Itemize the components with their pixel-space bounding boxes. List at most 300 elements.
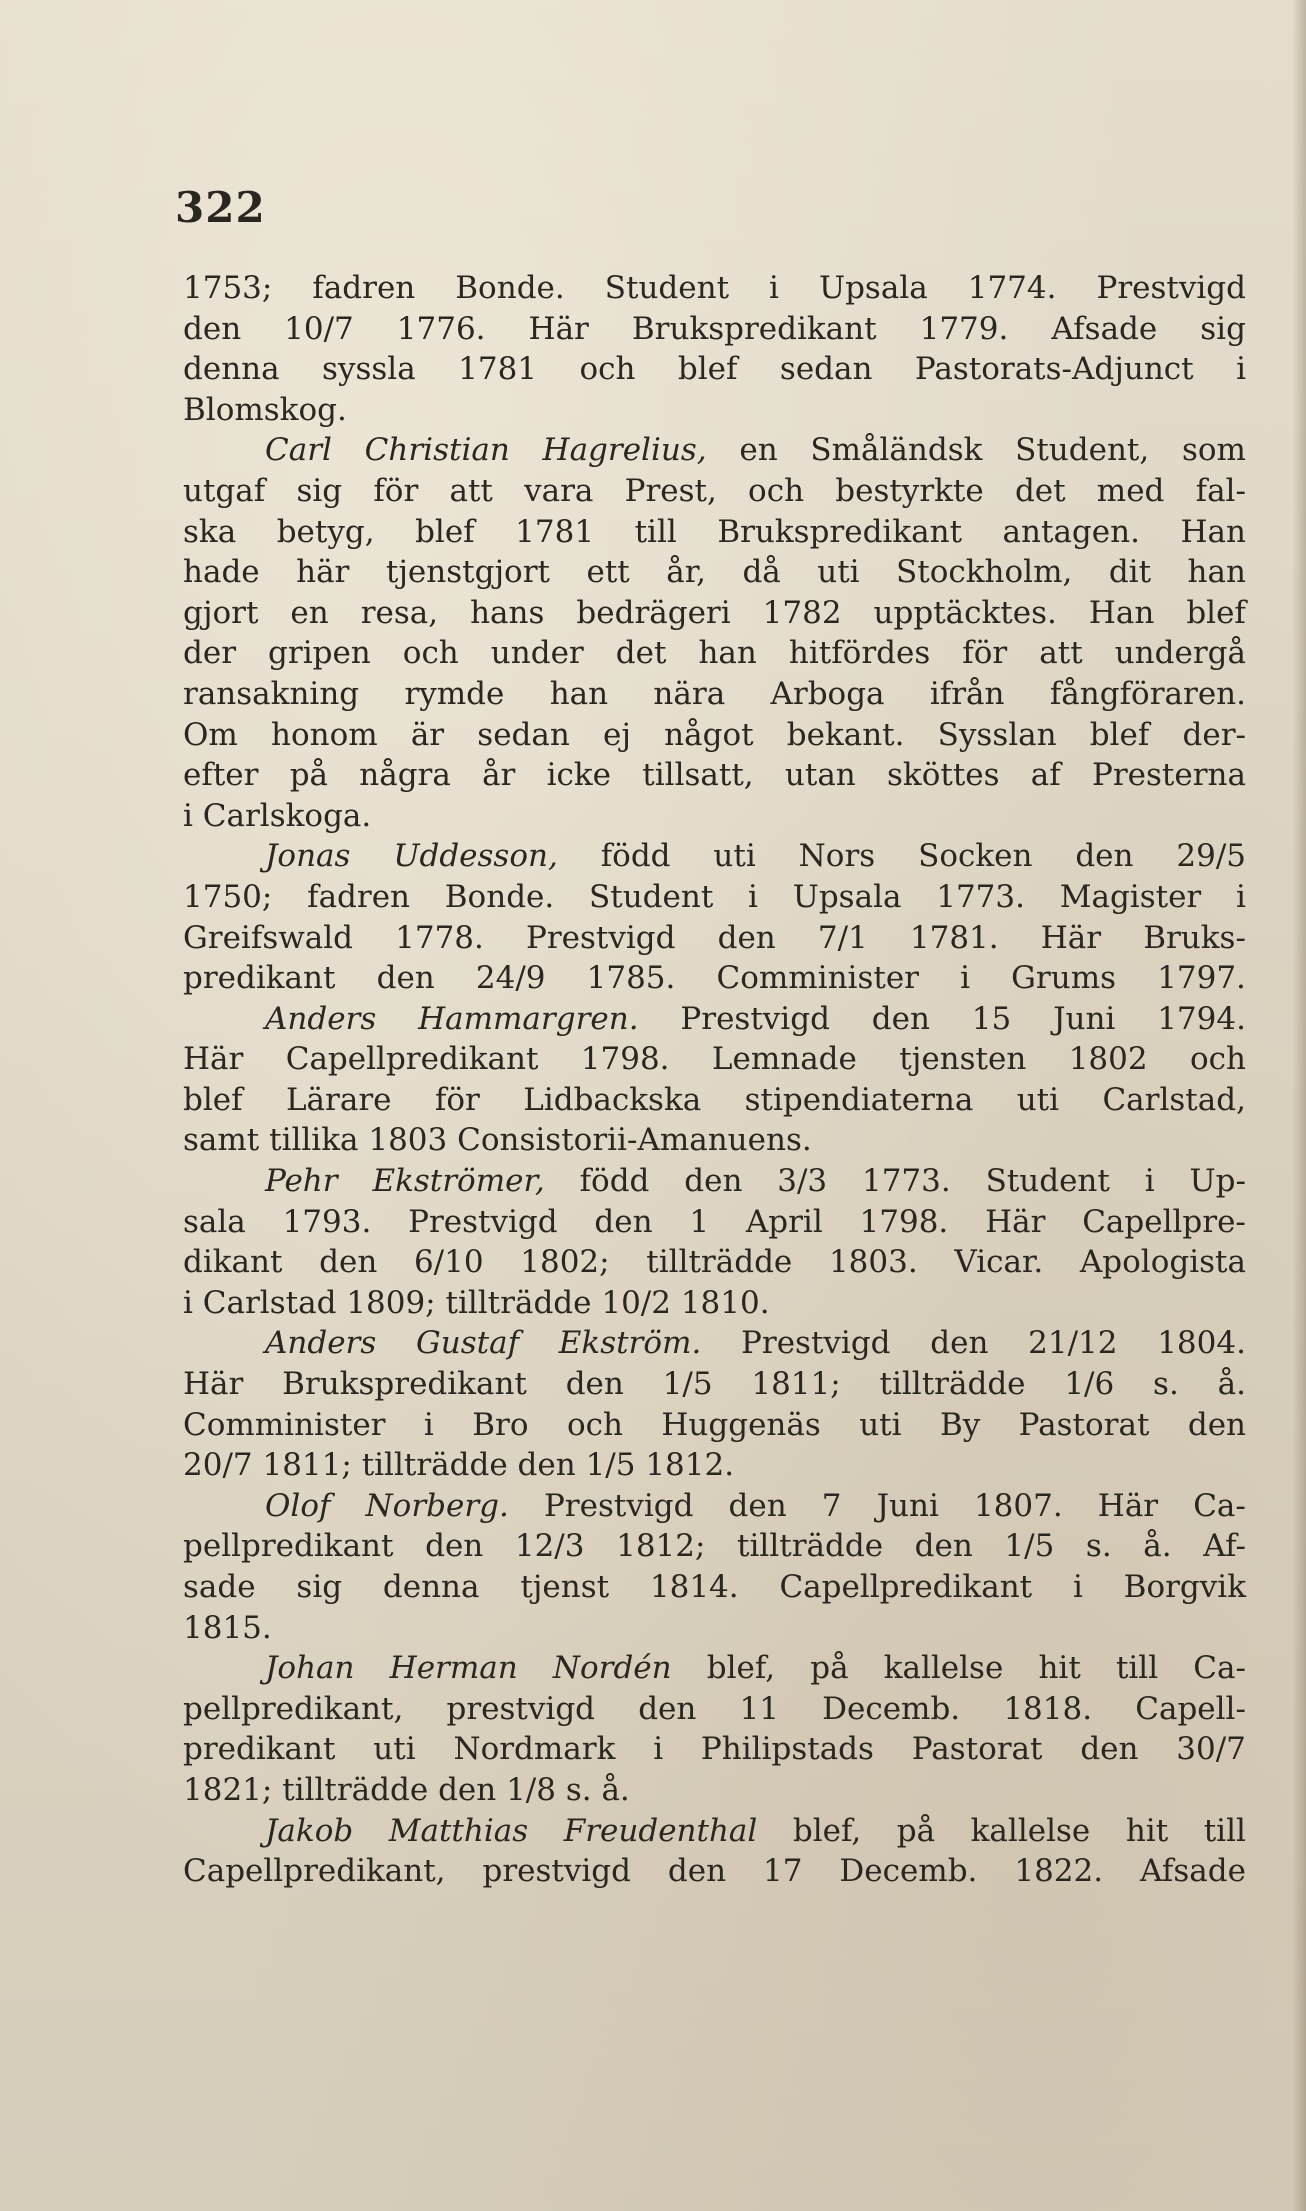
word: 1 bbox=[689, 1203, 710, 1240]
word: 1/8 bbox=[506, 1771, 556, 1808]
word: Olof bbox=[265, 1487, 331, 1524]
word: som bbox=[1181, 432, 1246, 469]
word: 1802; bbox=[520, 1244, 610, 1281]
word: 1818. bbox=[1003, 1690, 1093, 1727]
word: Anders bbox=[265, 1325, 377, 1362]
word: 20/7 bbox=[183, 1447, 253, 1484]
text-line bbox=[183, 1526, 1246, 1567]
word: Johan bbox=[265, 1650, 355, 1687]
word: bedrägeri bbox=[576, 594, 731, 631]
word: 1812; bbox=[616, 1528, 706, 1565]
word: Ca- bbox=[1193, 1487, 1246, 1524]
word: Grums bbox=[1011, 960, 1117, 997]
text-line bbox=[183, 1323, 1246, 1364]
word: sköttes bbox=[887, 757, 1000, 794]
word: under bbox=[490, 635, 584, 672]
word: hans bbox=[470, 594, 545, 631]
text-line bbox=[183, 268, 1246, 309]
word: den bbox=[728, 1487, 787, 1524]
word: ska bbox=[183, 513, 237, 550]
word: Capell- bbox=[1135, 1690, 1246, 1727]
word: Anders bbox=[265, 1000, 377, 1037]
word: Prestvigd bbox=[525, 919, 676, 956]
word: denna bbox=[183, 351, 280, 388]
word: antagen. bbox=[1002, 513, 1140, 550]
word: 7 bbox=[821, 1487, 842, 1524]
word: tillträdde bbox=[282, 1771, 429, 1808]
text-line bbox=[183, 1039, 1246, 1080]
word: s. bbox=[1085, 1528, 1112, 1565]
word: Här bbox=[1040, 919, 1102, 956]
text-line bbox=[183, 309, 1246, 350]
word: hade bbox=[183, 554, 260, 591]
word: 1781 bbox=[515, 513, 595, 550]
word: Bonde. bbox=[455, 270, 565, 306]
word: 11 bbox=[739, 1690, 779, 1727]
word: Bruks- bbox=[1143, 919, 1246, 956]
word: den bbox=[517, 1447, 576, 1484]
word: tillträdde bbox=[879, 1366, 1026, 1403]
word: Magister bbox=[1059, 878, 1202, 915]
word: i bbox=[653, 1731, 664, 1768]
word: i bbox=[1144, 1163, 1155, 1200]
word: den bbox=[684, 1163, 743, 1200]
word: Af- bbox=[1203, 1528, 1246, 1565]
word: 1781. bbox=[909, 919, 999, 956]
word: det bbox=[615, 635, 667, 672]
word: 1794. bbox=[1157, 1000, 1246, 1037]
word: Student bbox=[589, 878, 714, 915]
word: fal- bbox=[1195, 472, 1246, 509]
word: tjenstgjort bbox=[385, 554, 551, 591]
word: 1822. bbox=[1014, 1853, 1104, 1890]
word: 17 bbox=[763, 1853, 803, 1890]
word: Student bbox=[985, 1163, 1110, 1200]
text-line bbox=[183, 1811, 1246, 1852]
word: honom bbox=[270, 716, 378, 753]
word: Han bbox=[1180, 513, 1246, 550]
word: Norberg. bbox=[365, 1487, 509, 1524]
word: han bbox=[1187, 554, 1246, 591]
word: Blomskog. bbox=[183, 391, 347, 428]
text-line bbox=[183, 755, 1246, 796]
text-line bbox=[183, 1364, 1246, 1405]
page-number: 322 bbox=[175, 183, 266, 232]
word: i bbox=[183, 797, 193, 834]
word: Carlstad, bbox=[1102, 1081, 1246, 1118]
word: Han bbox=[1088, 594, 1155, 631]
text-line bbox=[183, 674, 1246, 715]
word: Capellpredikant, bbox=[183, 1853, 446, 1890]
text-line bbox=[183, 1729, 1246, 1770]
word: en bbox=[739, 432, 778, 469]
word: blef bbox=[1186, 594, 1246, 631]
word: fadren bbox=[312, 270, 416, 306]
word: Jakob bbox=[265, 1812, 354, 1849]
word: och bbox=[579, 351, 636, 388]
word: Gustaf bbox=[416, 1325, 520, 1362]
word: sedan bbox=[477, 716, 570, 753]
word: utan bbox=[784, 757, 856, 794]
word: den bbox=[1187, 1406, 1246, 1443]
word: att bbox=[1039, 635, 1083, 672]
word: 7/1 bbox=[817, 919, 868, 956]
word: Vicar. bbox=[954, 1244, 1044, 1281]
word: ifrån bbox=[929, 675, 1005, 712]
word: tillträdde bbox=[445, 1284, 592, 1321]
word: 1798. bbox=[859, 1203, 949, 1240]
word: tillika bbox=[269, 1122, 359, 1159]
text-line bbox=[183, 471, 1246, 512]
text-line bbox=[183, 836, 1246, 877]
word: Huggenäs bbox=[661, 1406, 821, 1443]
word: undergå bbox=[1114, 635, 1246, 672]
word: der- bbox=[1182, 716, 1246, 753]
word: 1/5 bbox=[1004, 1528, 1055, 1565]
word: den bbox=[930, 1325, 989, 1362]
word: blef bbox=[1089, 716, 1150, 753]
word: s. bbox=[1153, 1366, 1179, 1403]
word: år, bbox=[666, 554, 706, 591]
word: fadren bbox=[307, 878, 411, 915]
word: i bbox=[1072, 1569, 1083, 1605]
word: å. bbox=[1143, 1528, 1172, 1565]
word: en bbox=[290, 594, 329, 631]
word: Consistorii-Amanuens. bbox=[457, 1122, 812, 1159]
page-edge-shadow bbox=[1292, 0, 1306, 2211]
word: Prestvigd bbox=[741, 1325, 891, 1362]
word: den bbox=[183, 310, 242, 347]
word: Nordén bbox=[552, 1650, 672, 1687]
word: hit bbox=[1038, 1650, 1081, 1687]
text-line bbox=[183, 633, 1246, 674]
text-line bbox=[183, 715, 1246, 756]
word: Prestvigd bbox=[408, 1203, 558, 1240]
word: 1779. bbox=[919, 310, 1009, 347]
word: Uddesson, bbox=[393, 838, 558, 875]
word: uti bbox=[713, 838, 756, 875]
word: betyg, bbox=[276, 513, 375, 550]
word: Hammargren. bbox=[418, 1000, 639, 1037]
word: Hagrelius, bbox=[542, 432, 707, 469]
word: blef bbox=[183, 1081, 243, 1118]
word: blef bbox=[677, 351, 738, 388]
word: den bbox=[667, 1853, 727, 1890]
word: 1793. bbox=[282, 1203, 372, 1240]
word: 1782 bbox=[762, 594, 842, 631]
word: blef, bbox=[706, 1650, 776, 1687]
word: och bbox=[1189, 1041, 1246, 1078]
word: då bbox=[742, 554, 781, 591]
word: och bbox=[402, 635, 459, 672]
word: ransakning bbox=[183, 675, 360, 712]
word: blef bbox=[415, 513, 475, 550]
word: den bbox=[425, 1528, 484, 1565]
word: Bonde. bbox=[444, 878, 555, 915]
word: prestvigd bbox=[482, 1853, 631, 1890]
word: här bbox=[296, 554, 350, 591]
word: ej bbox=[603, 716, 631, 753]
word: Upsala bbox=[818, 270, 928, 306]
word: Up- bbox=[1189, 1163, 1246, 1200]
word: 1/6 bbox=[1064, 1366, 1115, 1403]
word: den bbox=[565, 1366, 624, 1403]
word: den bbox=[376, 960, 435, 997]
word: på bbox=[810, 1650, 849, 1687]
text-line bbox=[183, 796, 1246, 837]
word: Om bbox=[183, 716, 238, 753]
word: Arboga bbox=[770, 675, 885, 712]
word: 1811; bbox=[262, 1447, 352, 1484]
word: den bbox=[1075, 838, 1134, 875]
text-line bbox=[183, 958, 1246, 999]
word: för bbox=[373, 472, 419, 509]
word: Decemb. bbox=[839, 1853, 978, 1890]
word: 29/5 bbox=[1176, 838, 1246, 875]
word: Här bbox=[183, 1041, 244, 1078]
word: resa, bbox=[360, 594, 439, 631]
word: Prestvigd bbox=[543, 1487, 694, 1524]
word: By bbox=[939, 1406, 981, 1443]
word: 1803. bbox=[828, 1244, 918, 1281]
word: icke bbox=[546, 757, 612, 794]
word: syssla bbox=[322, 351, 416, 388]
word: stipendiaterna bbox=[744, 1081, 974, 1118]
word: tillsatt, bbox=[642, 757, 754, 794]
word: på bbox=[896, 1812, 936, 1849]
word: 1810. bbox=[680, 1284, 770, 1321]
word: 1802 bbox=[1068, 1041, 1148, 1078]
text-line bbox=[183, 999, 1246, 1040]
word: Pastorat bbox=[911, 1731, 1043, 1768]
text-line bbox=[183, 593, 1246, 634]
word: den bbox=[438, 1771, 497, 1808]
word: i bbox=[1236, 351, 1246, 388]
word: rymde bbox=[404, 675, 505, 712]
word: till bbox=[1115, 1650, 1159, 1687]
text-line bbox=[183, 1283, 1246, 1324]
word: å. bbox=[1217, 1366, 1246, 1403]
word: något bbox=[664, 716, 754, 753]
word: sig bbox=[296, 1569, 343, 1605]
word: Prestvigd bbox=[1096, 270, 1246, 306]
word: 10/7 bbox=[284, 310, 354, 347]
word: Socken bbox=[918, 838, 1033, 875]
word: i bbox=[183, 1284, 193, 1321]
word: tjenst bbox=[520, 1569, 610, 1605]
word: Brukspredikant bbox=[631, 310, 877, 347]
word: Pastorat bbox=[1018, 1406, 1150, 1443]
word: der bbox=[183, 635, 237, 672]
word: 10/2 bbox=[601, 1284, 671, 1321]
word: 1821; bbox=[183, 1771, 273, 1808]
word: Juni bbox=[876, 1487, 939, 1524]
word: år bbox=[482, 757, 516, 794]
word: 1811; bbox=[751, 1366, 841, 1403]
word: 12/3 bbox=[514, 1528, 585, 1565]
text-line bbox=[183, 1648, 1246, 1689]
word: Greifswald bbox=[183, 919, 354, 956]
word: samt bbox=[183, 1122, 260, 1159]
word: 1773. bbox=[936, 878, 1025, 915]
word: tillträdde bbox=[737, 1528, 884, 1565]
text-line bbox=[183, 1486, 1246, 1527]
word: Prestvigd bbox=[680, 1000, 830, 1037]
text-line bbox=[183, 1851, 1246, 1892]
word: å. bbox=[601, 1771, 630, 1808]
word: Pastorats-Adjunct bbox=[914, 351, 1194, 388]
text-line bbox=[183, 1120, 1246, 1161]
word: gjort bbox=[183, 594, 259, 631]
word: tillträdde bbox=[646, 1244, 793, 1281]
word: till bbox=[1203, 1812, 1246, 1849]
word: 1812. bbox=[645, 1447, 735, 1484]
word: predikant bbox=[183, 1731, 336, 1768]
body-text bbox=[183, 268, 1246, 1892]
word: 1809; bbox=[346, 1284, 436, 1321]
word: Matthias bbox=[388, 1812, 529, 1849]
word: Decemb. bbox=[822, 1690, 961, 1727]
word: den bbox=[594, 1203, 653, 1240]
word: 1/5 bbox=[662, 1366, 713, 1403]
word: till bbox=[634, 513, 677, 550]
text-line bbox=[183, 552, 1246, 593]
word: Freudenthal bbox=[563, 1812, 758, 1849]
word: Capellpredikant bbox=[779, 1569, 1033, 1605]
word: några bbox=[359, 757, 451, 794]
word: tillträdde bbox=[361, 1447, 508, 1484]
text-line bbox=[183, 1242, 1246, 1283]
text-line bbox=[183, 349, 1246, 390]
word: Capellpredikant bbox=[285, 1041, 539, 1078]
word: uti bbox=[373, 1731, 416, 1768]
word: han bbox=[549, 675, 609, 712]
word: 3/3 bbox=[777, 1163, 828, 1200]
word: är bbox=[410, 716, 445, 753]
word: bestyrkte bbox=[835, 472, 984, 509]
word: Här bbox=[528, 310, 589, 347]
word: 21/12 bbox=[1028, 1325, 1118, 1362]
word: Student, bbox=[1015, 432, 1150, 469]
word: kallelse bbox=[970, 1812, 1091, 1849]
word: Brukspredikant bbox=[282, 1366, 527, 1403]
word: denna bbox=[382, 1569, 480, 1605]
word: af bbox=[1030, 757, 1061, 794]
word: Här bbox=[183, 1366, 244, 1403]
word: vara bbox=[524, 472, 594, 509]
word: 1773. bbox=[861, 1163, 951, 1200]
word: Bro bbox=[472, 1406, 529, 1443]
word: för bbox=[434, 1081, 480, 1118]
word: den bbox=[871, 1000, 930, 1037]
word: pellpredikant, bbox=[183, 1690, 404, 1727]
word: dikant bbox=[183, 1244, 283, 1281]
word: 1781 bbox=[458, 351, 538, 388]
word: Philipstads bbox=[700, 1731, 874, 1768]
word: 6/10 bbox=[413, 1244, 484, 1281]
text-line bbox=[183, 1567, 1246, 1608]
word: Herman bbox=[389, 1650, 518, 1687]
word: Carl bbox=[265, 432, 332, 469]
word: kallelse bbox=[883, 1650, 1004, 1687]
text-line bbox=[183, 1770, 1246, 1811]
word: s. bbox=[565, 1771, 592, 1808]
word: Jonas bbox=[265, 838, 351, 875]
word: upptäcktes. bbox=[873, 594, 1057, 631]
text-line bbox=[183, 1445, 1246, 1486]
word: och bbox=[748, 472, 805, 509]
word: ett bbox=[586, 554, 630, 591]
word: pellpredikant bbox=[183, 1528, 394, 1565]
word: fångföraren. bbox=[1049, 675, 1246, 712]
word: Nordmark bbox=[453, 1731, 616, 1768]
word: Afsade bbox=[1140, 1853, 1246, 1890]
word: Borgvik bbox=[1123, 1569, 1246, 1605]
text-line bbox=[183, 1202, 1246, 1243]
word: April bbox=[745, 1203, 823, 1240]
word: den bbox=[717, 919, 776, 956]
word: i bbox=[960, 960, 971, 997]
word: Comminister bbox=[183, 1406, 386, 1443]
word: 1798. bbox=[580, 1041, 670, 1078]
word: utgaf bbox=[183, 472, 266, 509]
word: 1814. bbox=[649, 1569, 739, 1605]
text-line bbox=[183, 1608, 1246, 1649]
word: i bbox=[1235, 878, 1246, 915]
word: att bbox=[449, 472, 493, 509]
word: gripen bbox=[268, 635, 371, 672]
word: blef, bbox=[792, 1812, 862, 1849]
word: i bbox=[423, 1406, 434, 1443]
word: 1753; bbox=[183, 270, 273, 306]
word: Här bbox=[1097, 1487, 1159, 1524]
word: 1807. bbox=[973, 1487, 1063, 1524]
text-line bbox=[183, 1080, 1246, 1121]
word: Nors bbox=[798, 838, 876, 875]
word: Lidbackska bbox=[523, 1081, 702, 1118]
word: på bbox=[289, 757, 329, 794]
word: född bbox=[579, 1163, 650, 1200]
word: Prest, bbox=[624, 472, 717, 509]
text-line bbox=[183, 390, 1246, 431]
word: Upsala bbox=[792, 878, 902, 915]
word: tjensten bbox=[899, 1041, 1027, 1078]
word: Lemnade bbox=[711, 1041, 857, 1078]
word: uti bbox=[1016, 1081, 1060, 1118]
word: 15 bbox=[971, 1000, 1012, 1037]
text-line bbox=[183, 1161, 1246, 1202]
word: Småländsk bbox=[810, 432, 983, 469]
word: sig bbox=[1200, 310, 1246, 347]
word: sedan bbox=[779, 351, 873, 388]
word: och bbox=[566, 1406, 623, 1443]
word: i bbox=[769, 270, 779, 306]
word: den bbox=[638, 1690, 697, 1727]
word: Student bbox=[604, 270, 730, 306]
word: Stockholm, bbox=[896, 554, 1073, 591]
word: efter bbox=[183, 757, 259, 794]
word: Ekströmer, bbox=[372, 1163, 545, 1200]
word: Christian bbox=[364, 432, 510, 469]
word: sade bbox=[183, 1569, 256, 1605]
word: Capellpre- bbox=[1082, 1203, 1246, 1240]
word: den bbox=[1080, 1731, 1139, 1768]
word: hit bbox=[1125, 1812, 1169, 1849]
text-line bbox=[183, 918, 1246, 959]
word: sala bbox=[183, 1203, 246, 1240]
word: Sysslan bbox=[937, 716, 1057, 753]
word: Ekström. bbox=[558, 1325, 702, 1362]
